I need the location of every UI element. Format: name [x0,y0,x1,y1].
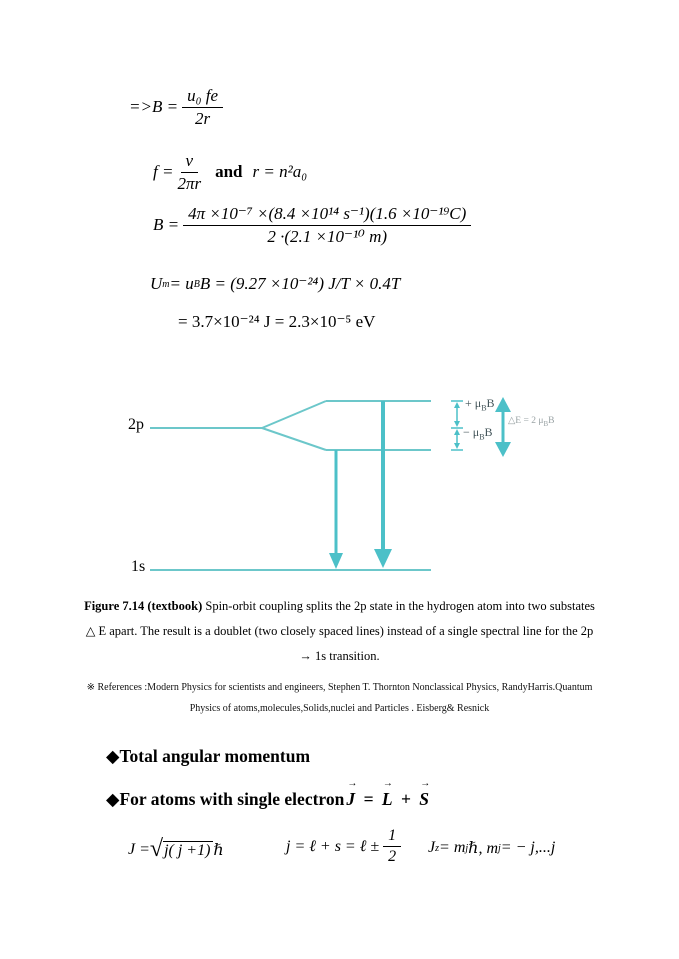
delta-e-arrow-head-up [495,397,511,412]
vector-letter: L [381,789,394,809]
hbar-symbol: ℏ [213,842,224,859]
caption-line-1-text: Spin-orbit coupling splits the 2p state in the hydrogen atom into two substates [202,599,595,613]
equation-b-numeric [153,204,475,246]
fraction-denominator: 2 ·(2.1 ×10⁻¹⁰ m) [267,226,388,246]
vector-l [381,778,394,810]
heading-text: For atoms with single electron [119,789,345,809]
fraction [383,827,401,867]
equation-lhs: j = ℓ + s = ℓ ± [286,837,380,855]
subscript: B [193,278,200,290]
equation-magnetic-energy [150,274,400,294]
figure-caption [39,594,640,669]
plus-mub-label-b: B [486,396,495,410]
minus-mub-label [463,425,493,441]
equation-arrow-prefix: => [129,97,152,117]
fraction-numerator: 4π ×10⁻⁷ ×(8.4 ×10¹⁴ s⁻¹)(1.6 ×10⁻¹⁹C) [183,204,471,226]
plus-mub-arrow-head-up [454,402,460,408]
heading-text: Total angular momentum [119,746,311,766]
transition-arrow-2-head [374,549,392,568]
caption-figure-number: Figure 7.14 (textbook) [84,599,203,613]
heading-single-electron [106,778,432,810]
equation-frequency-radius [153,151,307,193]
fraction [182,86,223,128]
plus-mub-label [465,396,495,412]
equation-term: J [428,839,436,856]
delta-e-label-text: △E = 2 μ [508,416,544,426]
vector-s [419,778,432,810]
radical-sign: √ [149,836,164,862]
subscript: m [162,278,170,290]
fraction-denominator: 2 [388,848,397,866]
subscript: j [465,842,469,854]
equation-j-magnitude [128,838,224,862]
vector-j [346,778,359,810]
equation-energy-result [178,312,375,332]
plus-mub-label-text: + μ [465,396,482,410]
energy-level-diagram [0,388,679,593]
fraction [183,204,471,246]
plus-mub-arrow-head-down [454,421,460,427]
minus-mub-label-text: − μ [463,425,480,439]
delta-e-label [508,415,554,428]
subscript: z [435,842,440,854]
equation-b-field [129,86,227,128]
diagram-canvas [0,388,679,593]
equation-term: = u [169,274,194,293]
equation-rhs: r = n²a₀ [252,162,308,182]
radicand: j( j +1) [163,841,213,860]
fork-upper-diagonal [262,401,326,428]
minus-mub-arrow-head-up [454,429,460,435]
fraction-denominator: 2πr [177,173,202,193]
vector-letter: J [346,789,357,809]
diamond-bullet-icon: ◆ [106,789,120,809]
subscript: j [498,842,501,854]
minus-mub-arrow-head-down [454,443,460,449]
equation-j-quantum-number [286,827,405,867]
vector-arrow-icon: → [382,778,394,789]
transition-arrow-1-head [329,553,343,569]
caption-line-1 [39,594,640,619]
plus-sign: + [395,789,418,809]
references-line-2: Physics of atoms,molecules,Solids,nuclei and Particles . Eisberg& Resnick [189,703,490,714]
equation-term: U [150,274,163,293]
caption-line-3: → 1s transition. [299,649,380,663]
references-block [39,677,640,719]
equation-term: = m [439,839,466,856]
fraction-numerator: 1 [383,827,401,847]
fork-lower-diagonal [262,428,326,450]
equation-lhs: J = [128,841,150,858]
diamond-bullet-icon: ◆ [106,746,120,766]
equation-lhs: B = [153,215,180,235]
conjunction-and: and [215,162,243,182]
equation-term: ℏ, m [468,840,499,857]
delta-e-label-sub: B [543,419,549,428]
vector-arrow-icon: → [347,778,359,789]
level-label-1s: 1s [131,558,146,575]
heading-total-angular-momentum [106,746,310,767]
vector-sum-equation [344,778,432,809]
equation-jz-projection [428,838,555,858]
equation-term: B = (9.27 ×10⁻²⁴) J/T × 0.4T [199,274,401,293]
fraction-numerator: v [181,151,199,173]
minus-mub-label-sub: B [479,432,485,442]
equation-text: = 3.7×10⁻²⁴ J = 2.3×10⁻⁵ eV [178,312,376,331]
delta-e-label-b: B [548,416,555,426]
plus-mub-label-sub: B [481,403,487,413]
fraction [177,151,201,193]
equation-term: = − j,...j [500,839,556,856]
level-label-2p: 2p [128,416,144,433]
delta-e-arrow-head-down [495,442,511,457]
caption-line-2: △ E apart. The result is a doublet (two closely spaced lines) instead of a single spectral line for the 2p [85,624,594,638]
equation-lhs: f = [153,162,174,182]
fraction-denominator: 2r [194,108,211,128]
minus-mub-label-b: B [484,425,493,439]
vector-arrow-icon: → [420,778,432,789]
equation-lhs: B = [151,97,179,117]
references-line-1: ※ References :Modern Physics for scientists and engineers, Stephen T. Thornton Nonclassical Physics, RandyHarris.Quantum [86,682,593,693]
fraction-numerator: u₀ fe [182,86,223,108]
equals-sign: = [358,789,380,809]
vector-letter: S [419,789,431,809]
